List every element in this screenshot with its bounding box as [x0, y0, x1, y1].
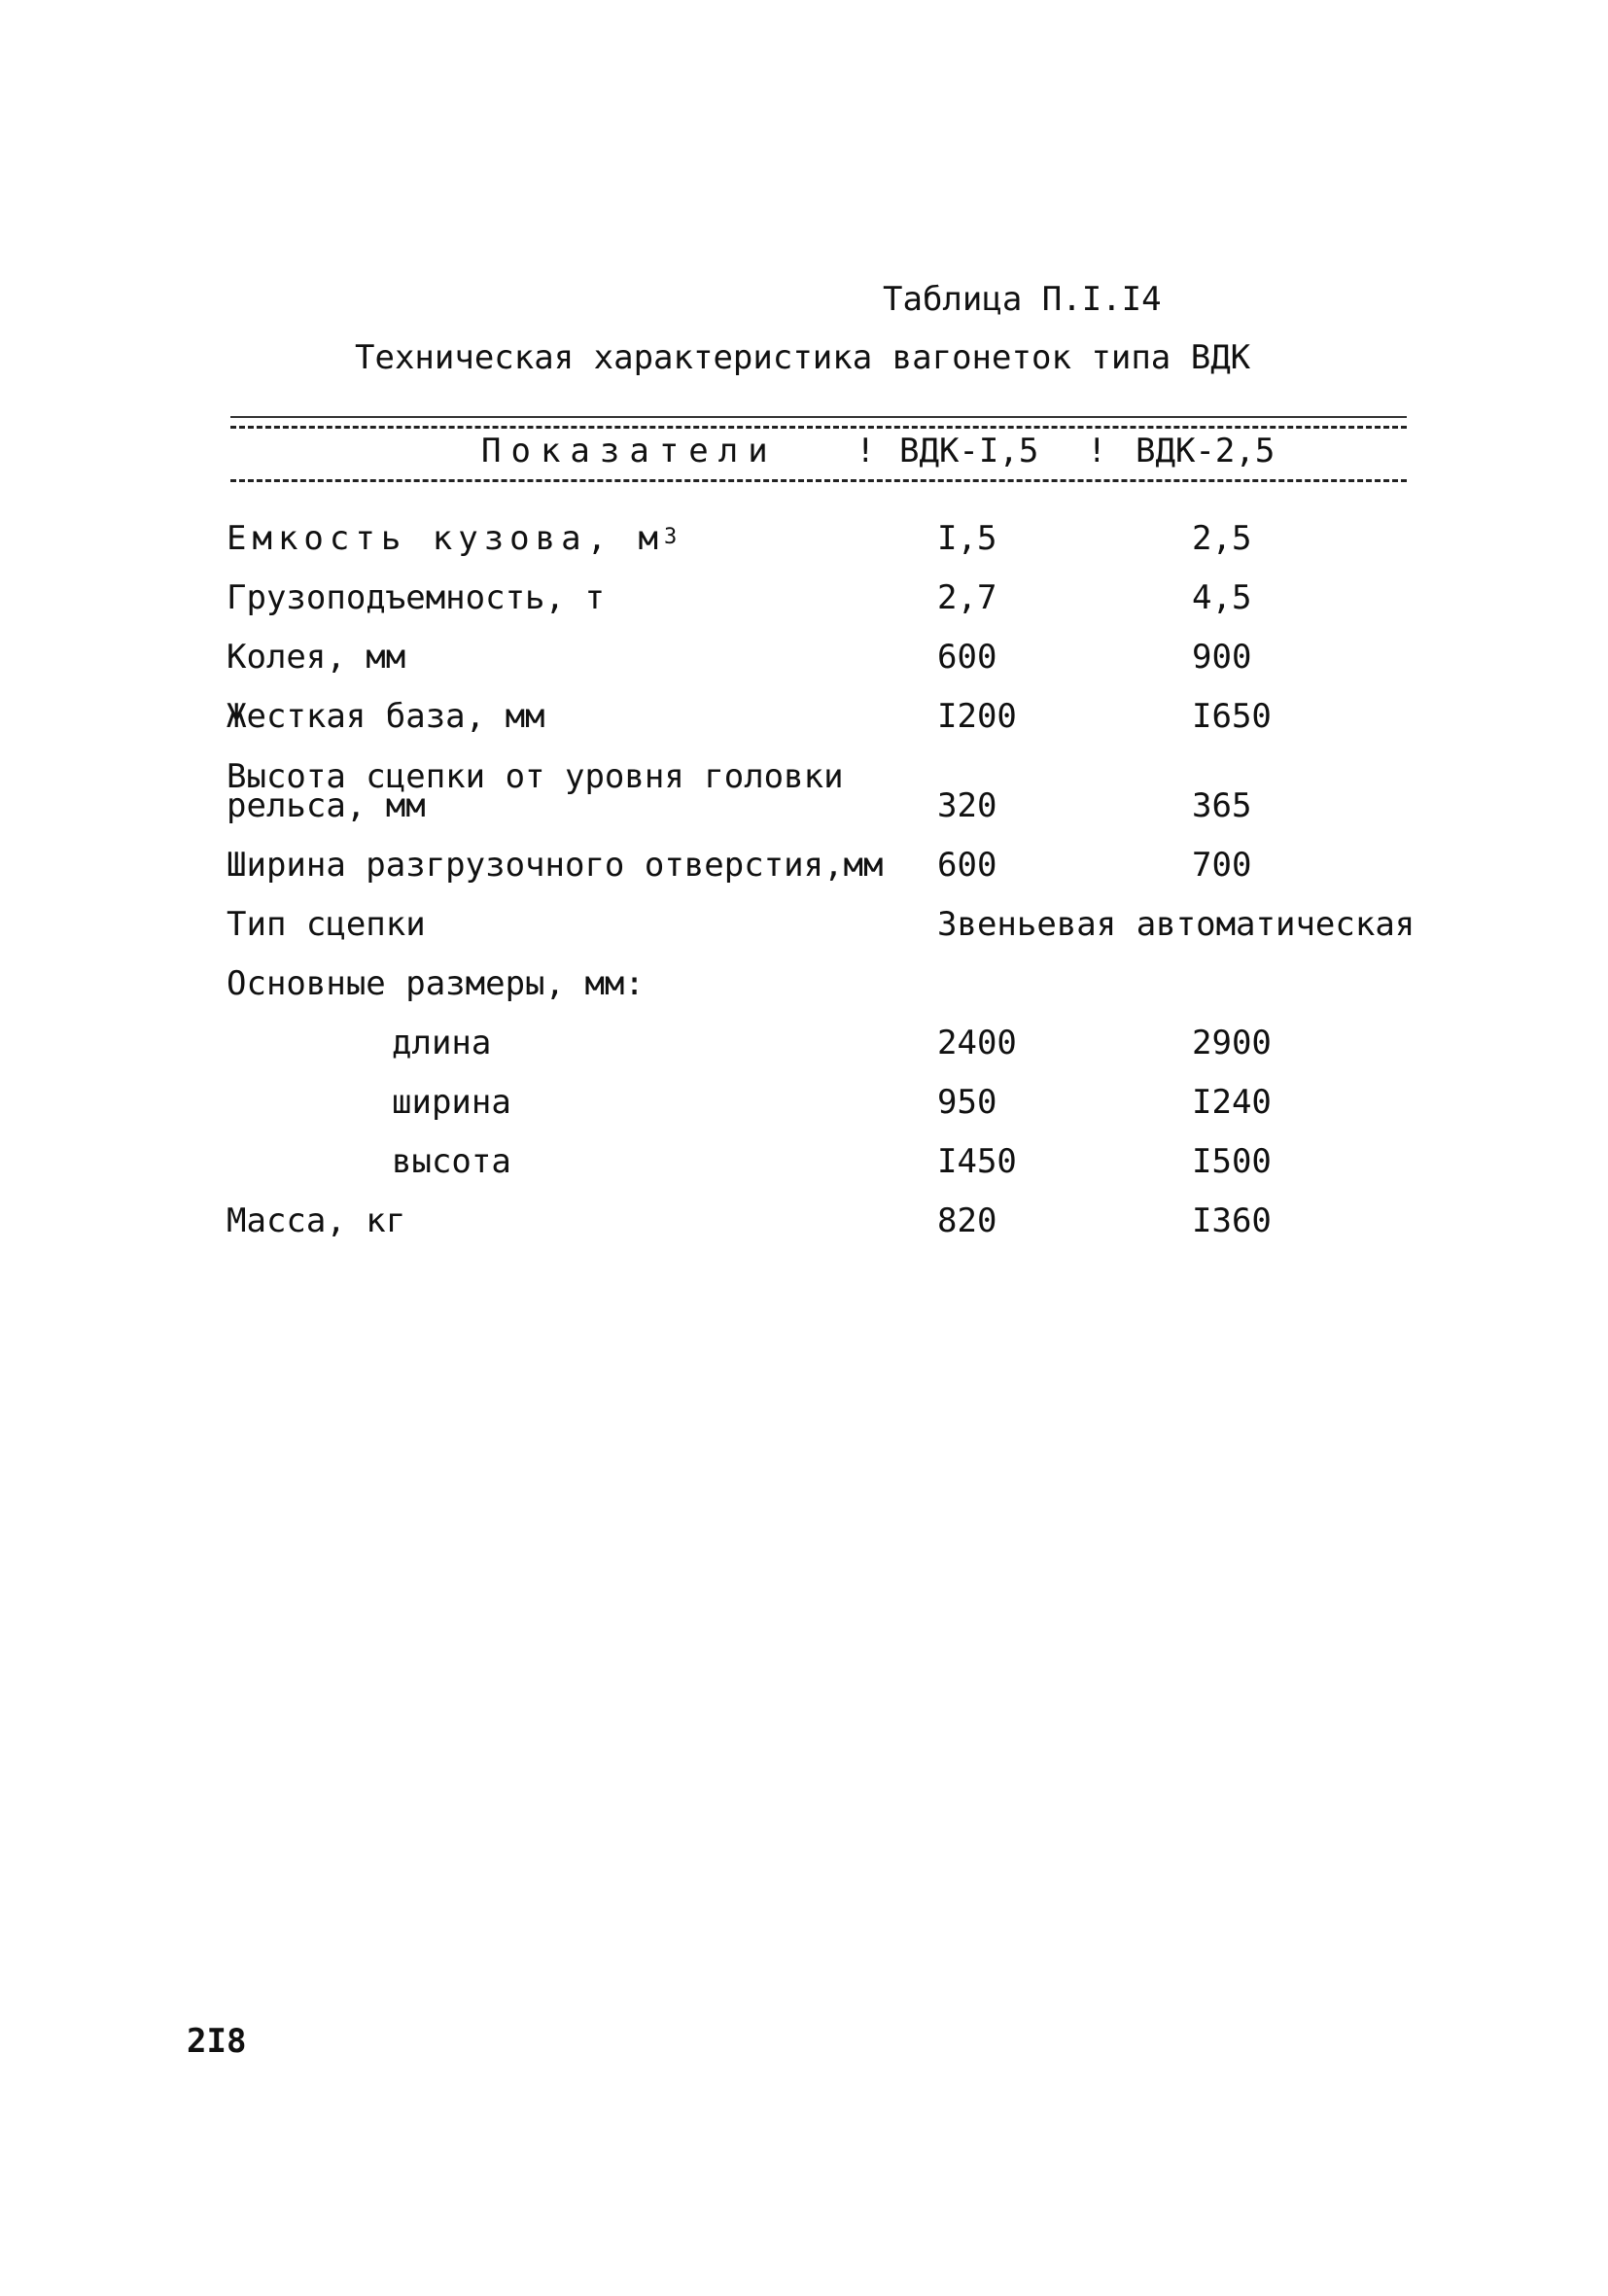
row-label-superscript: 3 — [664, 525, 683, 549]
row-label: высота — [392, 1142, 511, 1181]
row-value-vdk-2-5: I500 — [1192, 1142, 1272, 1181]
row-value-vdk-2-5: 900 — [1192, 638, 1252, 677]
row-label-text: Емкость кузова, м — [227, 519, 664, 558]
row-value-vdk-1-5: 2400 — [937, 1024, 1017, 1062]
row-label: Жесткая база, мм — [227, 697, 545, 736]
header-separator: ! — [856, 432, 876, 470]
row-value-vdk-1-5: 600 — [937, 846, 997, 885]
row-value-vdk-2-5: 700 — [1192, 846, 1252, 885]
header-col-vdk-2-5: ВДК-2,5 — [1136, 432, 1276, 470]
row-value-vdk-2-5: I240 — [1192, 1083, 1272, 1122]
row-value-vdk-1-5: 320 — [937, 786, 997, 825]
header-col-vdk-1-5: ВДК-I,5 — [899, 432, 1039, 470]
header-rule — [230, 479, 1407, 482]
row-value-vdk-1-5: 600 — [937, 638, 997, 677]
row-section-label: Основные размеры, мм: — [227, 964, 645, 1003]
row-value-vdk-2-5: 4,5 — [1192, 578, 1252, 617]
row-label — [227, 519, 683, 560]
row-value-span: Звеньевая автоматическая — [937, 905, 1416, 944]
table-top-rule-dashed — [230, 426, 1407, 429]
row-value-vdk-1-5: I,5 — [937, 519, 997, 558]
header-separator: ! — [1087, 432, 1107, 470]
row-value-vdk-1-5: I200 — [937, 697, 1017, 736]
row-value-vdk-2-5: 2900 — [1192, 1024, 1272, 1062]
row-label: Тип сцепки — [227, 905, 426, 944]
row-label: Ширина разгрузочного отверстия,мм — [227, 846, 884, 885]
page-number: 2I8 — [187, 2022, 247, 2061]
row-label: ширина — [392, 1083, 511, 1122]
row-value-vdk-1-5: 820 — [937, 1201, 997, 1240]
table-top-rule — [230, 416, 1407, 418]
row-value-vdk-1-5: I450 — [937, 1142, 1017, 1181]
row-label: Грузоподъемность, т — [227, 578, 605, 617]
table-number: Таблица П.I.I4 — [883, 280, 1162, 319]
row-value-vdk-2-5: I650 — [1192, 697, 1272, 736]
row-value-vdk-1-5: 950 — [937, 1083, 997, 1122]
row-value-vdk-2-5: 2,5 — [1192, 519, 1252, 558]
row-label: Колея, мм — [227, 638, 406, 677]
row-value-vdk-1-5: 2,7 — [937, 578, 997, 617]
table-title: Техническая характеристика вагонеток типа ВДК — [355, 338, 1251, 377]
row-value-vdk-2-5: 365 — [1192, 786, 1252, 825]
row-label: Высота сцепки от уровня головки — [227, 757, 844, 796]
row-label: Масса, кг — [227, 1201, 406, 1240]
row-label: длина — [392, 1024, 492, 1062]
row-label-line2: рельса, мм — [227, 786, 426, 825]
header-parameter: Показатели — [481, 432, 778, 470]
row-value-vdk-2-5: I360 — [1192, 1201, 1272, 1240]
